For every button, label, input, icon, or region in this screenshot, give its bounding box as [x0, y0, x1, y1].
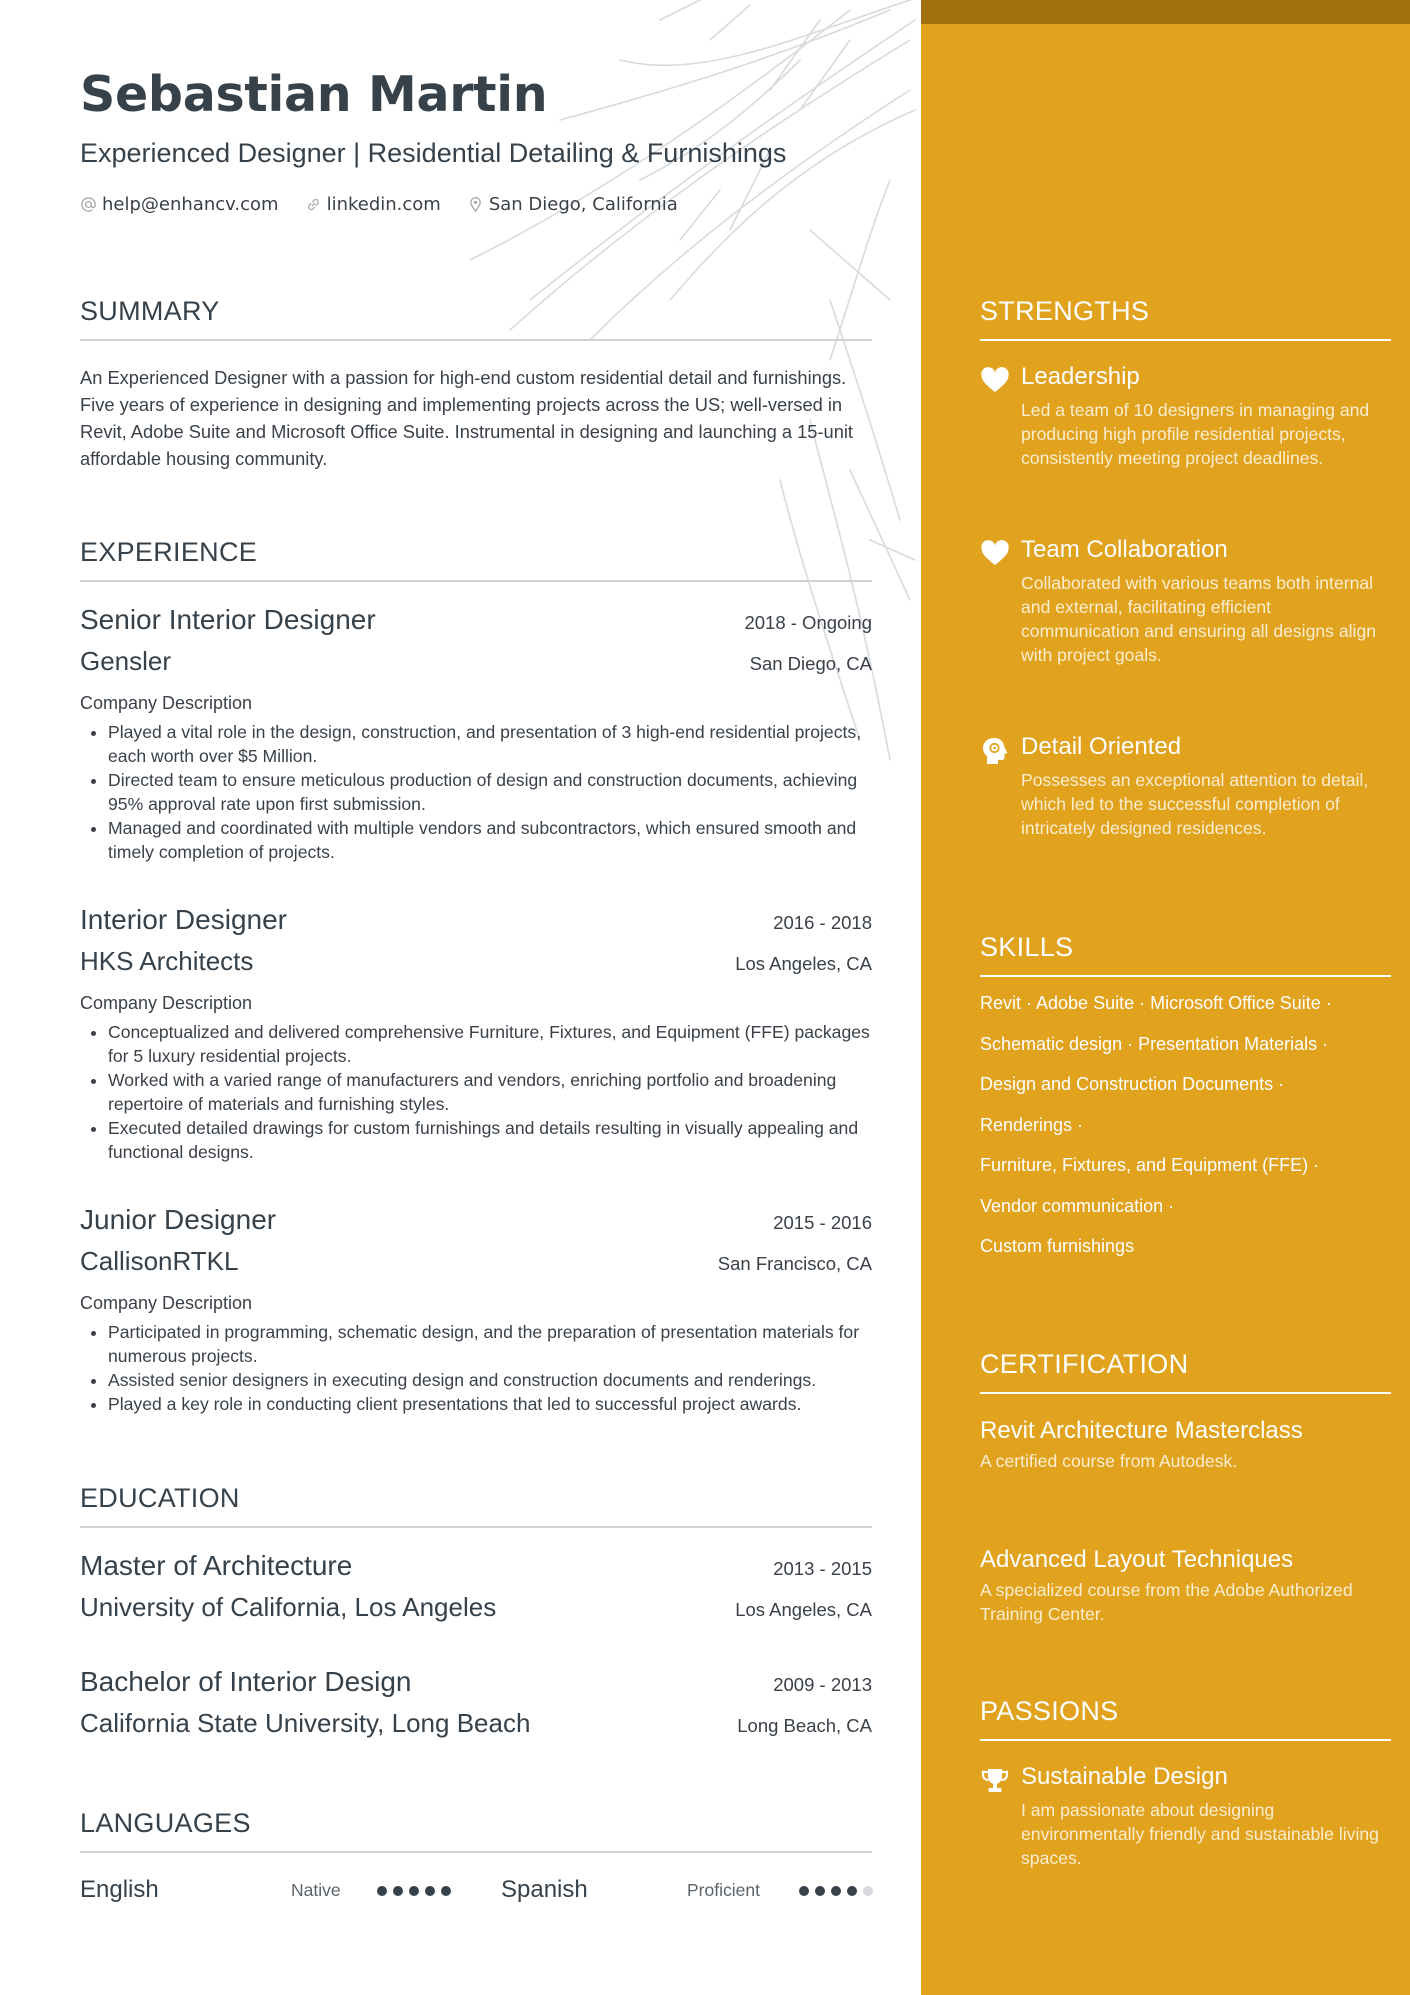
certification-title: Revit Architecture Masterclass — [980, 1417, 1303, 1444]
job-title: Senior Interior Designer — [80, 604, 376, 635]
experience-item — [80, 904, 872, 1164]
experience-item — [80, 1204, 872, 1416]
certification-item — [980, 1545, 1391, 1626]
experience-heading: EXPERIENCE — [80, 537, 872, 582]
job-location: San Diego, CA — [749, 653, 872, 674]
skill-line: Design and Construction Documents · — [980, 1074, 1285, 1094]
rating-dot — [393, 1886, 403, 1896]
skill-line: Custom furnishings — [980, 1236, 1135, 1256]
company-name: HKS Architects — [80, 946, 254, 976]
linkedin-text: linkedin.com — [326, 194, 441, 215]
company-description: Company Description — [80, 1293, 253, 1313]
language-item — [501, 1876, 588, 1904]
education-item — [80, 1550, 872, 1623]
heart-icon — [980, 366, 1010, 396]
company-description: Company Description — [80, 693, 253, 713]
summary-heading: SUMMARY — [80, 296, 872, 341]
contact-location — [467, 194, 678, 215]
contact-linkedin[interactable] — [305, 194, 441, 215]
language-rating — [799, 1886, 873, 1896]
head-brain-icon — [980, 736, 1010, 766]
language-name: Spanish — [501, 1876, 588, 1903]
strength-title: Team Collaboration — [1021, 536, 1228, 563]
skill-line: Furniture, Fixtures, and Equipment (FFE) · — [980, 1155, 1320, 1175]
skill-line: Vendor communication · — [980, 1195, 1175, 1216]
languages-heading: LANGUAGES — [80, 1808, 872, 1853]
certification-description: A specialized course from the Adobe Authorized Training Center. — [980, 1580, 1353, 1624]
heart-icon — [980, 539, 1010, 569]
job-dates: 2018 - Ongoing — [744, 612, 872, 633]
job-location: Los Angeles, CA — [735, 953, 872, 974]
at-icon — [80, 196, 97, 213]
strengths-heading: STRENGTHS — [980, 296, 1391, 341]
rating-dot — [863, 1886, 873, 1896]
job-title: Interior Designer — [80, 904, 287, 935]
skill-line: Schematic design · Presentation Materials · — [980, 1033, 1329, 1054]
degree-name: Bachelor of Interior Design — [80, 1666, 412, 1697]
job-bullet: • Assisted senior designers in executing design and construction documents and renderings. — [108, 1368, 872, 1392]
contact-bar — [80, 194, 678, 215]
job-bullet: • Played a vital role in the design, construction, and presentation of 3 high-end residential projects, each worth over $5 Million. — [108, 720, 872, 768]
passions-heading: PASSIONS — [980, 1696, 1391, 1741]
strength-title: Detail Oriented — [1021, 733, 1182, 760]
language-level: Native — [291, 1880, 341, 1900]
certification-description: A certified course from Autodesk. — [980, 1451, 1238, 1471]
strength-description: Possesses an exceptional attention to detail, which led to the successful completion of intricately designed residences. — [1021, 770, 1369, 838]
school-location: Long Beach, CA — [737, 1715, 872, 1736]
job-bullet: • Managed and coordinated with multiple vendors and subcontractors, which ensured smooth and timely completion of projects. — [108, 816, 872, 864]
skills-heading: SKILLS — [980, 932, 1391, 977]
skills-list — [980, 993, 1391, 1277]
degree-name: Master of Architecture — [80, 1550, 353, 1581]
company-description: Company Description — [80, 993, 253, 1013]
job-location: San Francisco, CA — [717, 1253, 872, 1274]
trophy-icon — [980, 1766, 1010, 1796]
education-item — [80, 1666, 872, 1739]
job-title: Junior Designer — [80, 1204, 277, 1235]
location-text: San Diego, California — [488, 194, 678, 215]
link-icon — [305, 196, 322, 213]
company-name: Gensler — [80, 646, 172, 676]
rating-dot — [377, 1886, 387, 1896]
rating-dot — [831, 1886, 841, 1896]
strength-description: Led a team of 10 designers in managing and producing high profile residential projects, consistently meeting project deadlines. — [1021, 400, 1370, 468]
job-bullet: • Directed team to ensure meticulous production of design and construction documents, achieving 95% approval rate upon first submission. — [108, 768, 872, 816]
job-bullet: • Conceptualized and delivered comprehensive Furniture, Fixtures, and Equipment (FFE) packages for 5 luxury residential projects. — [108, 1020, 872, 1068]
language-level: Proficient — [687, 1880, 760, 1900]
rating-dot — [799, 1886, 809, 1896]
certification-item — [980, 1416, 1391, 1473]
school-name: California State University, Long Beach — [80, 1708, 531, 1738]
school-name: University of California, Los Angeles — [80, 1592, 497, 1622]
passion-title: Sustainable Design — [1021, 1763, 1228, 1790]
candidate-name: Sebastian Martin — [80, 66, 548, 123]
sidebar — [921, 0, 1410, 1995]
job-bullet: • Worked with a varied range of manufacturers and vendors, enriching portfolio and broadening repertoire of materials and furnishing styles. — [108, 1068, 872, 1116]
candidate-headline: Experienced Designer | Residential Detailing & Furnishings — [80, 138, 787, 168]
strength-description: Collaborated with various teams both internal and external, facilitating efficient communication and ensuring all designs align with project goals. — [1021, 573, 1377, 665]
language-name: English — [80, 1876, 159, 1903]
certification-heading: CERTIFICATION — [980, 1349, 1391, 1394]
education-heading: EDUCATION — [80, 1483, 872, 1528]
strength-title: Leadership — [1021, 363, 1140, 390]
skill-line: Renderings · — [980, 1114, 1084, 1135]
company-name: CallisonRTKL — [80, 1246, 239, 1276]
rating-dot — [441, 1886, 451, 1896]
job-bullet: • Participated in programming, schematic design, and the preparation of presentation materials for numerous projects. — [108, 1320, 872, 1368]
sidebar-top-bar — [921, 0, 1410, 24]
job-bullets — [80, 720, 872, 864]
job-dates: 2015 - 2016 — [773, 1212, 872, 1233]
job-bullets — [80, 1020, 872, 1164]
job-bullets — [80, 1320, 872, 1416]
rating-dot — [409, 1886, 419, 1896]
contact-email[interactable] — [80, 194, 279, 215]
language-rating — [377, 1886, 451, 1896]
map-pin-icon — [467, 196, 484, 213]
school-location: Los Angeles, CA — [735, 1599, 872, 1620]
education-dates: 2013 - 2015 — [773, 1558, 872, 1579]
email-text: help@enhancv.com — [102, 194, 279, 215]
rating-dot — [425, 1886, 435, 1896]
skill-line: Revit · Adobe Suite · Microsoft Office Suite · — [980, 993, 1332, 1013]
job-dates: 2016 - 2018 — [773, 912, 872, 933]
experience-item — [80, 604, 872, 864]
passion-description: I am passionate about designing environmentally friendly and sustainable living spaces. — [1021, 1800, 1379, 1868]
summary-text: An Experienced Designer with a passion for high-end custom residential detail and furnishings. Five years of experience in designing and implementing projects across the US; well-versed in Revit, Adobe Suite and Microsoft Office Suite. Instrumental in designing and launching a 15-unit affordable housing community. — [80, 367, 854, 469]
job-bullet: • Executed detailed drawings for custom furnishings and details resulting in visually appealing and functional designs. — [108, 1116, 872, 1164]
rating-dot — [847, 1886, 857, 1896]
job-bullet: • Played a key role in conducting client presentations that led to successful project awards. — [108, 1392, 872, 1416]
certification-title: Advanced Layout Techniques — [980, 1546, 1294, 1573]
language-item — [80, 1876, 159, 1904]
rating-dot — [815, 1886, 825, 1896]
education-dates: 2009 - 2013 — [773, 1674, 872, 1695]
